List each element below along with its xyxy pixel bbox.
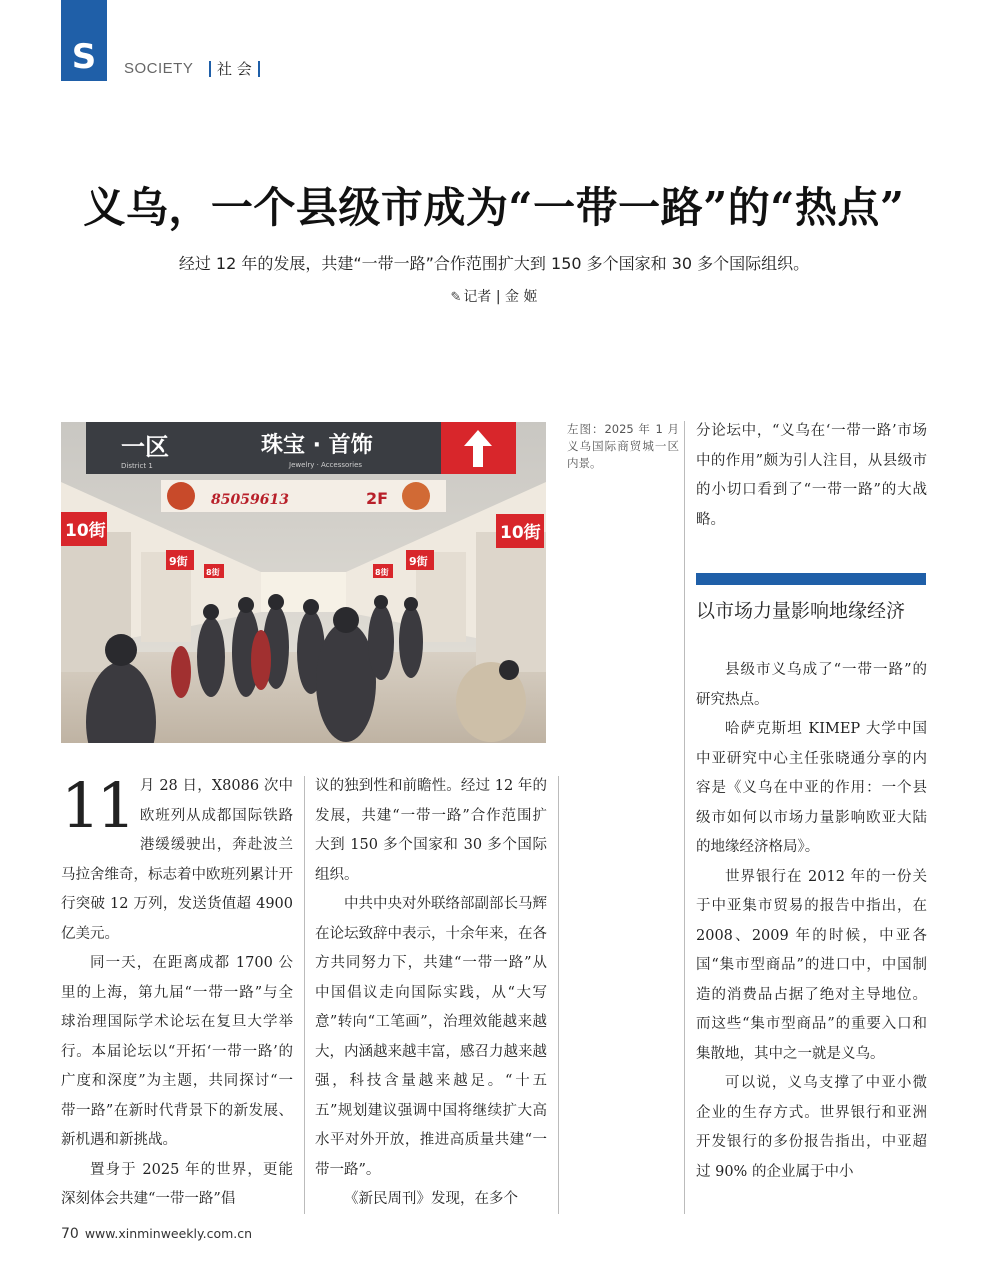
- paragraph-text: 月 28 日，X8086 次中欧班列从成都国际铁路港缓缓驶出，奔赴波兰马拉舍维奇，标志着中欧班列累计开行突破 12 万列，发送货值超 4900 亿美元。: [61, 778, 293, 942]
- column-divider: [304, 776, 305, 1214]
- section-name-en: SOCIETY: [124, 60, 194, 77]
- column-divider: [684, 421, 685, 1214]
- section-letter-block: [61, 0, 107, 81]
- street-sign-left: 10街: [65, 521, 106, 541]
- street-sign-8-right: 8街: [375, 568, 389, 577]
- paragraph: 可以说，义乌支撑了中亚小微企业的生存方式。世界银行和亚洲开发银行的多份报告指出，中亚超过 90% 的企业属于中小: [696, 1075, 927, 1180]
- sign-category: 珠宝 · 首饰: [261, 433, 373, 458]
- street-sign-8-left: 8街: [206, 568, 220, 577]
- section-letter: S: [71, 37, 97, 77]
- page-number: 70: [61, 1226, 79, 1242]
- street-sign-9-right: 9街: [409, 555, 428, 568]
- banner-phone: 85059613: [211, 492, 289, 508]
- market-photo: [61, 422, 546, 743]
- paragraph: 中共中央对外联络部副部长马辉在论坛致辞中表示，十余年来，在各方共同努力下，共建“一带一路”从中国倡议走向国际实践，从“大写意”转向“工笔画”，治理效能越来越大，内涵越来越丰富，感召力越来越强，科技含量越来越足。“十五五”规划建议强调中国将继续扩大高水平对外开放，推进高质量共建“一带一路”。: [315, 896, 547, 1178]
- article-title: 义乌，一个县级市成为“一带一路”的“热点”: [83, 183, 905, 232]
- paragraph: 议的独到性和前瞻性。经过 12 年的发展，共建“一带一路”合作范围扩大到 150 多个国家和 30 多个国际组织。: [315, 778, 547, 883]
- sign-district-en: District 1: [121, 462, 153, 470]
- article-subtitle: 经过 12 年的发展，共建“一带一路”合作范围扩大到 150 多个国家和 30 多个国际组织。: [178, 254, 810, 273]
- paragraph: 分论坛中，“义乌在‘一带一路’市场中的作用”颇为引人注目，从县级市的小切口看到了“一带一路”的大战略。: [696, 423, 927, 528]
- body-column-3: [696, 656, 927, 1187]
- paragraph: [61, 769, 293, 949]
- divider: [209, 61, 211, 77]
- body-column-1: [61, 769, 293, 1215]
- body-column-2: [315, 772, 547, 1215]
- drop-cap: 11: [61, 769, 132, 842]
- paragraph: 置身于 2025 年的世界，更能深刻体会共建“一带一路”倡: [61, 1161, 293, 1207]
- byline-label: 记者: [463, 289, 492, 305]
- street-sign-9-left: 9街: [169, 555, 188, 568]
- section-name-cn: [203, 58, 266, 79]
- paragraph: 县级市义乌成了“一带一路”的研究热点。: [696, 662, 927, 708]
- section-name-cn-label: 社 会: [217, 60, 252, 78]
- byline-name: 金 姬: [505, 289, 538, 305]
- pen-icon: ✎: [450, 290, 462, 305]
- paragraph: 世界银行在 2012 年的一份关于中亚集市贸易的报告中指出，在 2008、2009 年的时候，中亚各国“集市型商品”的进口中，中国制造的消费品占据了绝对主导地位。而这些“集市型商品”的重要入口和集散地，其中之一就是义乌。: [696, 868, 927, 1062]
- section-heading: 以市场力量影响地缘经济: [696, 600, 906, 622]
- page-footer: [61, 1226, 252, 1242]
- sign-category-en: Jewelry · Accessories: [289, 461, 363, 469]
- banner-floor: 2F: [366, 489, 389, 508]
- divider: [258, 61, 260, 77]
- street-sign-right: 10街: [500, 523, 541, 543]
- byline: ✎ 记者 | 金 姬: [450, 289, 538, 305]
- photo-caption: 左图：2025 年 1 月义乌国际商贸城一区内景。: [567, 422, 679, 470]
- paragraph: 哈萨克斯坦 KIMEP 大学中国中亚研究中心主任张晓通分享的内容是《义乌在中亚的作用：一个县级市如何以市场力量影响欧亚大陆的地缘经济格局》。: [696, 721, 927, 855]
- website-url: www.xinminweekly.com.cn: [84, 1226, 253, 1241]
- section-bar: [696, 573, 926, 585]
- sign-district: 一区: [121, 433, 169, 461]
- body-column-3-top: [696, 417, 927, 535]
- paragraph: 《新民周刊》发现，在多个: [344, 1191, 518, 1207]
- column-divider: [558, 776, 559, 1214]
- paragraph: 同一天，在距离成都 1700 公里的上海，第九届“一带一路”与全球治理国际学术论坛在复旦大学举行。本届论坛以“开拓‘一带一路’的广度和深度”为主题，共同探讨“一带一路”在新时代背景下的新发展、新机遇和新挑战。: [61, 955, 293, 1148]
